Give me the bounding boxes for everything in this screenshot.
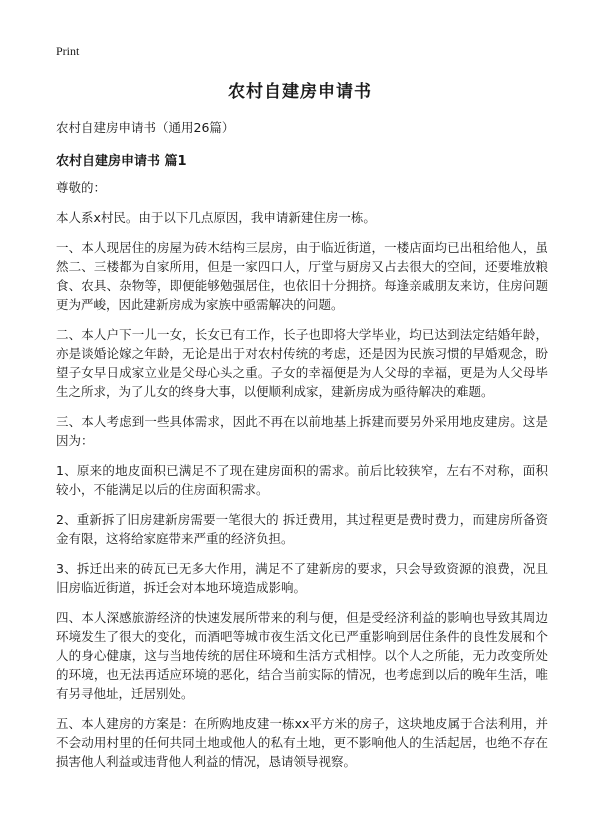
print-link[interactable]: Print xyxy=(56,44,80,58)
paragraph-point-1: 1、原来的地皮面积已满足不了现在建房面积的需求。前后比较狭窄，左右不对称，面积较小，不能满足以后的住房面积需求。 xyxy=(56,463,548,497)
paragraph-reason-2: 二、本人户下一儿一女，长女已有工作，长子也即将大学毕业，均已达到法定结婚年龄，亦是谈婚论嫁之年龄，无论是出于对农村传统的考虑，还是因为民族习惯的早婚观念，盼望子女早日成家立业是父母心头之重。子女的幸福便是为人父母的幸福，更是为人父母毕生之所求，为了儿女的终身大事，以便顺利成家，建新房成为亟待解决的难题。 xyxy=(56,327,548,399)
paragraph-point-3: 3、拆迁出来的砖瓦已无多大作用，满足不了建新房的要求，只会导致资源的浪费，况且旧房临近街道，拆迁会对本地环境造成影响。 xyxy=(56,561,548,595)
paragraph-reason-1: 一、本人现居住的房屋为砖木结构三层房，由于临近街道，一楼店面均已出租给他人，虽然二、三楼都为自家所用，但是一家四口人，厅堂与厨房又占去很大的空间，还要堆放粮食、农具、杂物等，即便能够勉强居住，也依旧十分拥挤。每逢亲戚朋友来访，住房问题更为严峻，因此建新房成为家族中亟需解决的问题。 xyxy=(56,240,548,312)
document-subtitle: 农村自建房申请书（通用26篇） xyxy=(56,120,235,135)
page-title: 农村自建房申请书 xyxy=(228,82,372,102)
paragraph-intro: 本人系x村民。由于以下几点原因，我申请新建住房一栋。 xyxy=(56,210,376,225)
paragraph-reason-4: 四、本人深感旅游经济的快速发展所带来的利与便，但是受经济利益的影响也导致其周边环境发生了很大的变化，而酒吧等城市夜生活文化已严重影响到居住条件的良性发展和个人的身心健康，这与当地传统的居住环境和生活方式相悖。以个人之所能，无力改变所处的环境，也无法再适应环境的恶化，结合当前实际的情况，也考虑到以后的晚年生活，唯有另寻他址，迁居别处。 xyxy=(56,610,548,701)
section-heading: 农村自建房申请书 篇1 xyxy=(56,154,187,169)
document-body xyxy=(56,178,548,782)
paragraph-reason-3: 三、本人考虑到一些具体需求，因此不再在以前地基上拆建而要另外采用地皮建房。这是因为： xyxy=(56,414,548,448)
paragraph-reason-5: 五、本人建房的方案是：在所购地皮建一栋xx平方米的房子，这块地皮属于合法利用，并不会动用村里的任何共同土地或他人的私有土地，更不影响他人的生活起居，也绝不存在损害他人利益或违背他人利益的情况，恳请领导视察。 xyxy=(56,716,548,769)
salutation: 尊敬的： xyxy=(56,180,107,195)
paragraph-point-2: 2、重新拆了旧房建新房需要一笔很大的 拆迁费用，其过程更是费时费力，而建房所备资金有限，这将给家庭带来严重的经济负担。 xyxy=(56,512,548,546)
